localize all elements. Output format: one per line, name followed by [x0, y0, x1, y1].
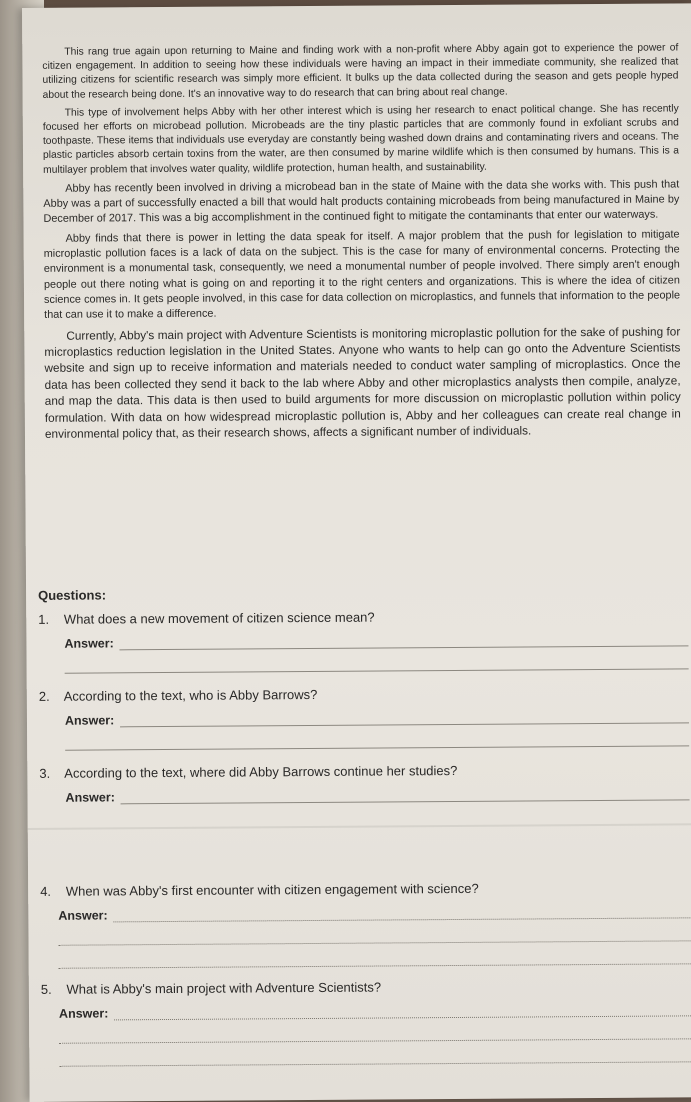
answer-line[interactable] — [59, 1039, 691, 1066]
question-2 — [39, 683, 689, 751]
question-text: What does a new movement of citizen science mean? — [63, 609, 375, 627]
question-text: According to the text, who is Abby Barrows? — [63, 686, 318, 704]
question-1 — [38, 606, 688, 674]
answer-line[interactable] — [65, 723, 689, 750]
question-number: 3. — [39, 765, 51, 781]
question-number: 5. — [40, 981, 52, 997]
article-text — [42, 41, 681, 446]
question-number: 2. — [38, 688, 50, 704]
question-number: 4. — [40, 883, 52, 899]
paragraph-3: Abby has recently been involved in driving a microbead ban in the state of Maine with the data she works with. This push that Abby was a part of successfully enacted a bill that would halt products containing microbeads from being manufactured in Maine by December of 2017. This was a big accomplishment in the continued fight to mitigate the contaminants that enter our waterways. — [43, 178, 680, 226]
paragraph-2: This type of involvement helps Abby with her other interest which is using her research to enact political change. She has recently focused her efforts on microbead pollution. Microbeads are the tiny plastic particles that are commonly found in exfoliant scrubs and toothpaste. These items that individuals use everyday are constantly being washed down drains and contaminating rivers and oceans. The plastic particles absorb certain toxins from the water, are then consumed by marine wildlife which is then consumed by humans. This is a multilayer problem that involves water quality, wildlife protection, human health, and sustainability. — [42, 103, 680, 176]
paragraph-1: This rang true again upon returning to Maine and finding work with a non-profit where Abby again got to experience the power of citizen engagement. In addition to seeing how these individuals were having an impact in their immediate community, she realized that utilizing citizens for scientific research was simply more efficient. It bulks up the data collected during the season and gets people hyped about the research being done. It's an innovative way to do research that can bring about real change. — [42, 42, 679, 101]
answer-label: Answer: — [58, 1006, 109, 1021]
question-5 — [41, 976, 691, 1067]
questions-heading: Questions: — [38, 587, 107, 603]
answer-label: Answer: — [58, 908, 108, 923]
question-text: According to the text, where did Abby Barrows continue her studies? — [64, 762, 458, 781]
questions-section — [38, 583, 691, 1073]
question-number: 1. — [38, 611, 50, 627]
answer-line[interactable] — [59, 941, 691, 968]
answer-label: Answer: — [65, 790, 115, 805]
answer-label: Answer: — [64, 713, 115, 728]
answer-label: Answer: — [64, 636, 114, 651]
answer-line[interactable] — [121, 787, 690, 804]
question-text: When was Abby's first encounter with citizen engagement with science? — [65, 880, 479, 899]
question-3 — [39, 760, 689, 805]
worksheet-page — [22, 3, 691, 1102]
answer-line[interactable] — [64, 646, 688, 673]
paragraph-5: Currently, Abby's main project with Adventure Scientists is monitoring microplastic pollution for the sake of pushing for microplastics reduction legislation in the United States. Anyone who wants to help can go onto the Adventure Scientists website and sign up to receive information and materials needed to conduct water sampling of microplastics. Once the data has been collected they send it back to the lab where Abby and other microplastics analysts then compile, analyze, and map the data. This data is then used to build arguments for more discussion on microplastic pollution within policy formulation. With data on how widespread microplastic pollution is, Abby and her colleagues can create real change in environmental policy that, as their research shows, affects a significant number of individuals. — [44, 323, 681, 441]
paragraph-4: Abby finds that there is power in letting the data speak for itself. A major problem that the push for legislation to mitigate microplastic pollution faces is a lack of data on the subject. This is the case for many of environmental concerns. Protecting the environment is a monumental task, consequently, we need a monumental number of people involved. There simply aren't enough people out there noting what is going on and reporting it to the right centers and organizations. This is where the idea of citizen science comes in. It gets people involved, in this case for data collection on microplastics, and funnels that information to the people that can use it to make a difference. — [43, 228, 681, 322]
question-4 — [40, 878, 691, 969]
question-text: What is Abby's main project with Adventure Scientists? — [66, 979, 382, 997]
